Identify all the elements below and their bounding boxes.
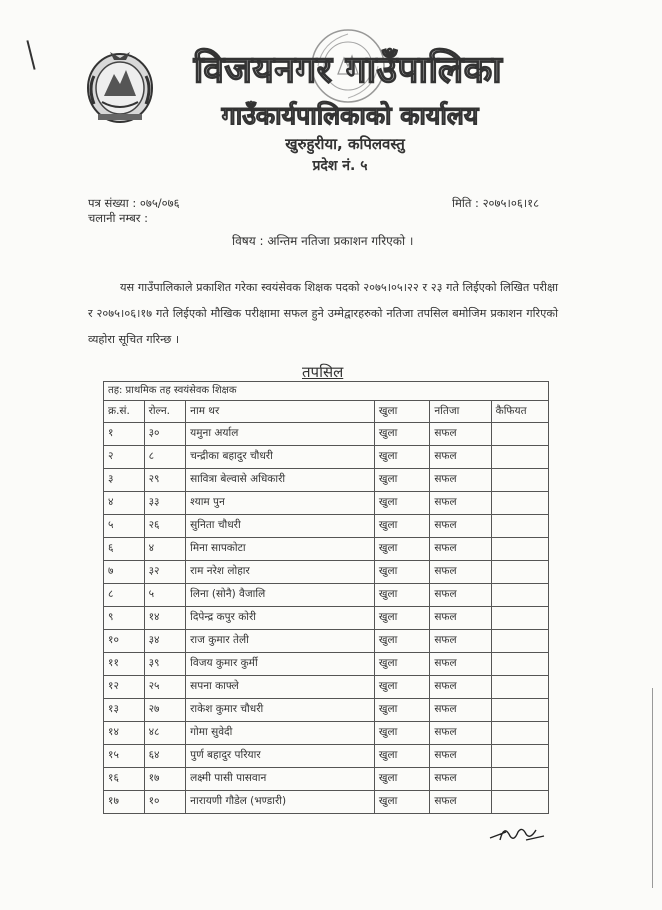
name-cell: पुर्ण बहादुर परियार xyxy=(186,745,375,767)
result-cell: सफल xyxy=(430,630,491,652)
result-cell: सफल xyxy=(430,745,491,767)
remarks-cell xyxy=(492,676,548,698)
category-cell: खुला xyxy=(375,607,430,629)
schedule-heading: तपसिल xyxy=(302,363,344,381)
page-edge-line xyxy=(652,688,653,888)
table-row xyxy=(104,584,548,607)
name-cell: नारायणी गौडेल (भण्डारी) xyxy=(186,791,375,813)
roll-number-cell: ८ xyxy=(145,446,187,468)
roll-number-cell: २९ xyxy=(145,469,187,491)
result-cell: सफल xyxy=(430,423,491,445)
serial-cell: १५ xyxy=(104,745,145,767)
name-cell: चन्द्रीका बहादुर चौधरी xyxy=(186,446,375,468)
result-cell: सफल xyxy=(430,607,491,629)
name-cell: गोमा सुवेदी xyxy=(186,722,375,744)
remarks-cell xyxy=(492,791,548,813)
remarks-cell xyxy=(492,653,548,675)
remarks-cell xyxy=(492,607,548,629)
result-cell: सफल xyxy=(430,584,491,606)
category-cell: खुला xyxy=(375,538,430,560)
remarks-cell xyxy=(492,538,548,560)
table-row xyxy=(104,469,548,492)
category-cell: खुला xyxy=(375,515,430,537)
letter-body: यस गाउँपालिकाले प्रकाशित गरेका स्वयंसेवक शिक्षक पदको २०७५।०५।२२ र २३ गते लिईएको लिखित परीक्षा र २०७५।०६।१७ गते लिईएको मौखिक परीक्षामा सफल हुने उम्मेद्वारहरुको नतिजा तपसिल बमोजिम प्रकाशन गरिएको व्यहोरा सूचित गरिन्छ । xyxy=(88,281,558,346)
table-row xyxy=(104,630,548,653)
name-cell: राज कुमार तेली xyxy=(186,630,375,652)
column-header: कैफियत xyxy=(495,405,527,417)
category-cell: खुला xyxy=(375,722,430,744)
category-cell: खुला xyxy=(375,469,430,491)
serial-cell: १३ xyxy=(104,699,145,721)
category-cell: खुला xyxy=(375,584,430,606)
scan-mark xyxy=(26,40,35,70)
name-cell: सावित्रा बेल्वासे अधिकारी xyxy=(186,469,375,491)
table-row xyxy=(104,653,548,676)
category-cell: खुला xyxy=(375,446,430,468)
name-cell: दिपेन्द्र कपुर कोरी xyxy=(186,607,375,629)
roll-number-cell: ३४ xyxy=(145,630,187,652)
nepal-emblem-icon xyxy=(84,46,156,126)
table-row xyxy=(104,607,548,630)
roll-number-cell: १० xyxy=(145,791,187,813)
table-row xyxy=(104,791,548,813)
result-cell: सफल xyxy=(430,492,491,514)
roll-number-cell: २६ xyxy=(145,515,187,537)
result-cell: सफल xyxy=(430,538,491,560)
result-cell: सफल xyxy=(430,722,491,744)
dispatch-number: चलानी नम्बर : xyxy=(88,211,149,225)
reference-number: पत्र संख्या : ०७५/०७६ xyxy=(88,196,180,210)
roll-number-cell: २५ xyxy=(145,676,187,698)
roll-number-cell: ३९ xyxy=(145,653,187,675)
column-header: नाम थर xyxy=(186,401,375,422)
result-cell: सफल xyxy=(430,653,491,675)
serial-cell: १ xyxy=(104,423,145,445)
name-cell: सपना काफ्ले xyxy=(186,676,375,698)
category-cell: खुला xyxy=(375,791,430,813)
table-row xyxy=(104,538,548,561)
category-cell: खुला xyxy=(375,676,430,698)
serial-cell: १७ xyxy=(104,791,145,813)
remarks-cell xyxy=(492,699,548,721)
remarks-cell xyxy=(492,469,548,491)
result-cell: सफल xyxy=(430,768,491,790)
roll-number-cell: ६४ xyxy=(145,745,187,767)
serial-cell: ३ xyxy=(104,469,145,491)
category-cell: खुला xyxy=(375,745,430,767)
table-row xyxy=(104,561,548,584)
remarks-cell xyxy=(492,584,548,606)
serial-cell: २ xyxy=(104,446,145,468)
serial-cell: ११ xyxy=(104,653,145,675)
signature-icon xyxy=(486,820,550,846)
name-cell: मिना सापकोटा xyxy=(186,538,375,560)
category-cell: खुला xyxy=(375,561,430,583)
category-cell: खुला xyxy=(375,768,430,790)
serial-cell: ६ xyxy=(104,538,145,560)
column-header: नतिजा xyxy=(430,401,491,422)
roll-number-cell: ४ xyxy=(145,538,187,560)
table-row xyxy=(104,676,548,699)
table-row xyxy=(104,515,548,538)
remarks-cell xyxy=(492,630,548,652)
name-cell: विजय कुमार कुर्मी xyxy=(186,653,375,675)
table-row xyxy=(104,745,548,768)
table-row xyxy=(104,699,548,722)
category-cell: खुला xyxy=(375,423,430,445)
roll-number-cell: ४८ xyxy=(145,722,187,744)
name-cell: लिना (सोनै) वैजालि xyxy=(186,584,375,606)
remarks-cell xyxy=(492,492,548,514)
roll-number-cell: २७ xyxy=(145,699,187,721)
serial-cell: ४ xyxy=(104,492,145,514)
remarks-cell xyxy=(492,561,548,583)
result-cell: सफल xyxy=(430,469,491,491)
column-header: खुला xyxy=(375,401,430,422)
serial-cell: १६ xyxy=(104,768,145,790)
letter-date: मिति : २०७५।०६।१८ xyxy=(452,196,540,210)
roll-number-cell: ५ xyxy=(145,584,187,606)
name-cell: सुनिता चौधरी xyxy=(186,515,375,537)
remarks-cell xyxy=(492,722,548,744)
category-cell: खुला xyxy=(375,653,430,675)
serial-cell: १० xyxy=(104,630,145,652)
roll-number-cell: ३० xyxy=(145,423,187,445)
result-cell: सफल xyxy=(430,676,491,698)
serial-cell: ८ xyxy=(104,584,145,606)
serial-cell: ५ xyxy=(104,515,145,537)
roll-number-cell: ३३ xyxy=(145,492,187,514)
municipality-name: विजयनगर गाउँपालिका xyxy=(193,48,503,91)
office-name: गाउँकार्यपालिकाको कार्यालय xyxy=(221,101,479,130)
name-cell: लक्ष्मी पासी पासवान xyxy=(186,768,375,790)
remarks-cell xyxy=(492,515,548,537)
category-cell: खुला xyxy=(375,492,430,514)
name-cell: राकेश कुमार चौधरी xyxy=(186,699,375,721)
name-cell: यमुना अर्याल xyxy=(186,423,375,445)
remarks-cell xyxy=(492,446,548,468)
serial-cell: ७ xyxy=(104,561,145,583)
remarks-cell xyxy=(492,768,548,790)
serial-cell: ९ xyxy=(104,607,145,629)
result-cell: सफल xyxy=(430,791,491,813)
table-row xyxy=(104,446,548,469)
table-row xyxy=(104,423,548,446)
results-table xyxy=(103,381,549,814)
name-cell: श्याम पुन xyxy=(186,492,375,514)
name-cell: राम नरेश लोहार xyxy=(186,561,375,583)
category-cell: खुला xyxy=(375,630,430,652)
roll-number-cell: ३२ xyxy=(145,561,187,583)
table-level-title: तह: प्राथमिक तह स्वयंसेवक शिक्षक xyxy=(104,382,548,401)
result-cell: सफल xyxy=(430,446,491,468)
office-address: खुरुहुरीया, कपिलवस्तु xyxy=(285,135,405,153)
remarks-cell xyxy=(492,745,548,767)
remarks-cell xyxy=(492,423,548,445)
table-row xyxy=(104,722,548,745)
serial-cell: १२ xyxy=(104,676,145,698)
table-header-row xyxy=(104,401,548,423)
result-cell: सफल xyxy=(430,699,491,721)
letter-subject: विषय : अन्तिम नतिजा प्रकाशन गरिएको । xyxy=(232,234,414,248)
result-cell: सफल xyxy=(430,561,491,583)
serial-cell: १४ xyxy=(104,722,145,744)
column-header: क्र.सं. xyxy=(104,401,145,422)
roll-number-cell: १४ xyxy=(145,607,187,629)
table-row xyxy=(104,492,548,515)
roll-number-cell: १७ xyxy=(145,768,187,790)
table-body xyxy=(104,423,548,813)
category-cell: खुला xyxy=(375,699,430,721)
province-label: प्रदेश नं. ५ xyxy=(312,158,368,174)
result-cell: सफल xyxy=(430,515,491,537)
table-row xyxy=(104,768,548,791)
column-header: रोल्न. xyxy=(145,401,187,422)
